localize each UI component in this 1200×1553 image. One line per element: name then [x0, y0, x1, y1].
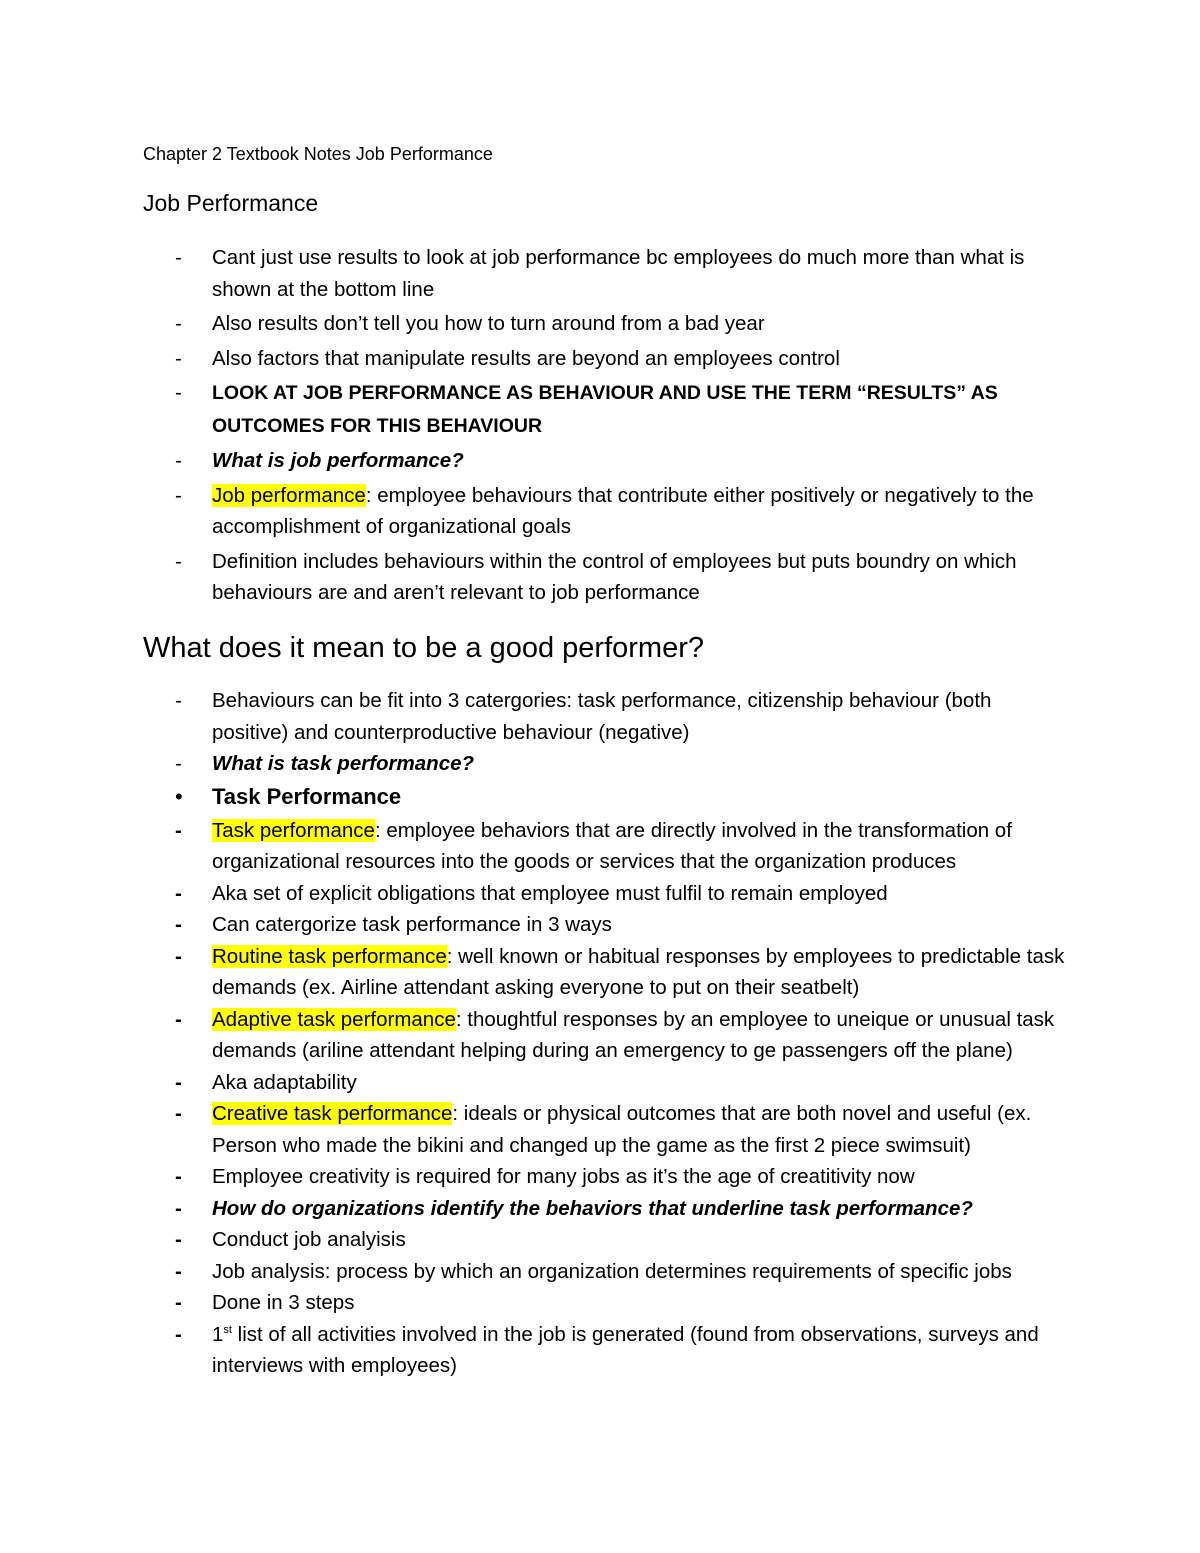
dash-marker: - [175, 944, 182, 968]
heading-job-performance: Job Performance [143, 190, 319, 216]
dash-marker: - [175, 246, 182, 269]
item-text: : ideals or physical outcomes that are both novel and useful (ex. Person who made the bikini and changed up the game as the first 2 piece swimsuit) [212, 1102, 1032, 1157]
list-item [0, 546, 1072, 609]
dash-marker: - [175, 549, 182, 573]
dash-marker: - [175, 818, 182, 842]
dash-marker: - [175, 1165, 182, 1188]
item-text: LOOK AT JOB PERFORMANCE AS BEHAVIOUR AND USE THE TERM “RESULTS” AS OUTCOMES FOR THIS BEHAVIOUR [212, 382, 998, 437]
list-item [0, 242, 1072, 305]
list-item [0, 941, 1072, 1004]
list-item [0, 445, 1072, 477]
term-highlight: Routine task performance [212, 944, 447, 968]
item-text: : thoughtful responses by an employee to uneique or unusual task demands (ariline attendant helping during an emergency to ge passengers off the plane) [212, 1007, 1055, 1062]
list-item [0, 1098, 1072, 1161]
list-item [0, 685, 1072, 748]
list-item [0, 1067, 1072, 1099]
item-superscript: st [223, 1323, 232, 1336]
list-item [0, 1287, 1072, 1319]
item-text: Definition includes behaviours within the control of employees but puts boundry on which behaviours are and aren’t relevant to job performance [212, 549, 1017, 604]
term-highlight: Task performance [212, 818, 375, 842]
term-highlight: Job performance [212, 483, 366, 507]
item-text: What is job performance? [212, 449, 464, 472]
item-text: Employee creativity is required for many jobs as it’s the age of creatitivity now [212, 1165, 915, 1188]
dash-marker: - [175, 1228, 182, 1251]
list-item [0, 1256, 1072, 1288]
item-text: Conduct job analyisis [212, 1228, 406, 1251]
list-item [0, 1161, 1072, 1193]
list-item [0, 377, 1072, 442]
dash-marker: - [175, 689, 182, 712]
item-text: Behaviours can be fit into 3 catergories: task performance, citizenship behaviour (both positive) and counterproductive behaviour (negative) [212, 689, 992, 744]
document-title: Chapter 2 Textbook Notes Job Performance [143, 144, 493, 164]
subheading-task-performance: Task Performance [212, 783, 402, 809]
dash-marker: - [175, 1322, 182, 1346]
list-item [0, 748, 1072, 780]
dash-marker: - [175, 1196, 182, 1220]
heading-good-performer: What does it mean to be a good performer? [143, 632, 704, 664]
list-item [0, 480, 1072, 543]
item-text: What is task performance? [212, 752, 475, 775]
dash-marker: - [175, 881, 182, 905]
list-item [0, 343, 1072, 375]
item-text: How do organizations identify the behaviors that underline task performance? [212, 1196, 973, 1220]
dash-marker: - [175, 346, 182, 370]
item-text: Also results don’t tell you how to turn around from a bad year [212, 312, 765, 335]
bullet-marker: • [175, 783, 183, 809]
list-item [0, 878, 1072, 910]
term-highlight: Adaptive task performance [212, 1007, 456, 1031]
list-item [0, 1319, 1072, 1382]
item-text: Also factors that manipulate results are beyond an employees control [212, 346, 840, 370]
item-text: Job analysis: process by which an organization determines requirements of specific jobs [212, 1259, 1012, 1283]
item-text: Cant just use results to look at job performance bc employees do much more than what is shown at the bottom line [212, 246, 1025, 301]
item-text: Done in 3 steps [212, 1291, 355, 1314]
item-text: Aka adaptability [212, 1070, 357, 1094]
list-item [0, 780, 1072, 815]
dash-marker: - [175, 1007, 182, 1031]
item-text: Can catergorize task performance in 3 ways [212, 913, 612, 936]
dash-marker: - [175, 1070, 182, 1094]
dash-marker: - [175, 381, 182, 404]
section2-list [0, 685, 1072, 1382]
item-text: : employee behaviors that are directly involved in the transformation of organizational resources into the goods or services that the organization produces [212, 818, 1012, 873]
list-item [0, 1193, 1072, 1225]
list-item [0, 1004, 1072, 1067]
dash-marker: - [175, 449, 182, 472]
list-item [0, 815, 1072, 878]
dash-marker: - [175, 913, 182, 936]
dash-marker: - [175, 1291, 182, 1314]
dash-marker: - [175, 752, 182, 775]
list-item [0, 909, 1072, 941]
list-item [0, 1224, 1072, 1256]
dash-marker: - [175, 1259, 182, 1283]
item-text: : employee behaviours that contribute either positively or negatively to the accomplishment of organizational goals [212, 483, 1034, 538]
item-text: : well known or habitual responses by employees to predictable task demands (ex. Airline attendant asking everyone to put on their seatbelt) [212, 944, 1065, 999]
dash-marker: - [175, 483, 182, 507]
dash-marker: - [175, 1102, 182, 1125]
dash-marker: - [175, 312, 182, 335]
list-item [0, 308, 1072, 340]
item-text: Aka set of explicit obligations that employee must fulfil to remain employed [212, 881, 888, 905]
section1-list [0, 242, 1072, 612]
item-text: list of all activities involved in the job is generated (found from observations, surveys and interviews with employees) [212, 1322, 1039, 1377]
term-highlight: Creative task performance [212, 1102, 453, 1125]
item-prefix: 1 [212, 1322, 224, 1346]
